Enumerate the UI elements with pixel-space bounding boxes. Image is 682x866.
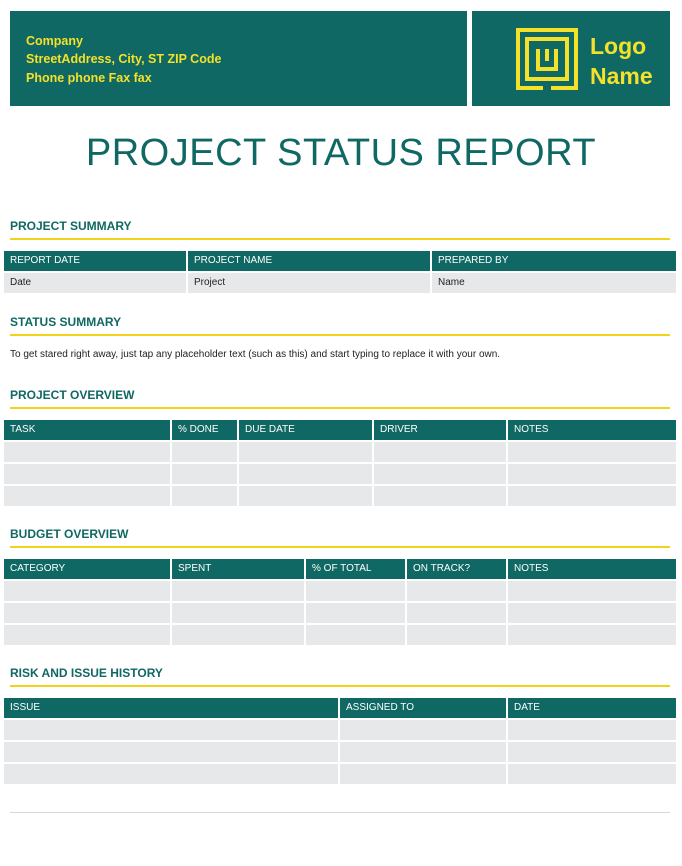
table-cell[interactable] [239, 442, 374, 462]
table-cell[interactable] [4, 625, 172, 645]
table-row [4, 581, 676, 601]
report-date-cell[interactable]: Date [4, 273, 188, 293]
table-row [4, 742, 676, 762]
header-cell[interactable]: PROJECT NAME [188, 251, 432, 271]
table-cell[interactable] [508, 742, 676, 762]
table-cell[interactable] [172, 486, 239, 506]
budget-overview-heading[interactable]: BUDGET OVERVIEW [10, 527, 129, 541]
table-header-row [4, 420, 676, 440]
table-cell[interactable] [407, 625, 508, 645]
table-cell[interactable] [4, 603, 172, 623]
table-cell[interactable] [4, 464, 172, 484]
table-cell[interactable] [306, 603, 407, 623]
table-cell[interactable] [374, 464, 508, 484]
table-header-row [4, 559, 676, 579]
table-cell[interactable] [172, 581, 306, 601]
table-row [4, 720, 676, 740]
footer-divider [10, 812, 670, 813]
logo-name-text[interactable] [590, 31, 653, 91]
table-cell[interactable] [508, 486, 676, 506]
table-cell[interactable] [306, 581, 407, 601]
table-cell[interactable] [4, 442, 172, 462]
table-cell[interactable] [407, 603, 508, 623]
header-cell[interactable]: DRIVER [374, 420, 508, 440]
project-summary-heading[interactable]: PROJECT SUMMARY [10, 219, 132, 233]
company-info-block [10, 11, 467, 106]
maze-logo-icon [516, 28, 578, 90]
table-cell[interactable] [407, 581, 508, 601]
table-cell[interactable] [508, 625, 676, 645]
table-cell[interactable] [4, 581, 172, 601]
header-cell[interactable]: NOTES [514, 424, 549, 435]
table-cell[interactable] [374, 442, 508, 462]
table-cell[interactable] [4, 720, 340, 740]
table-cell[interactable] [4, 742, 340, 762]
table-cell[interactable] [508, 603, 676, 623]
table-cell[interactable] [508, 442, 676, 462]
company-phone-fax[interactable]: Phone phone Fax fax [26, 71, 152, 85]
table-cell[interactable] [306, 625, 407, 645]
table-cell[interactable] [340, 720, 508, 740]
table-row [4, 486, 676, 506]
table-row [4, 603, 676, 623]
section-divider [10, 238, 670, 240]
table-cell[interactable] [239, 486, 374, 506]
table-cell[interactable] [172, 464, 239, 484]
logo-line-2: Name [590, 63, 653, 89]
table-cell[interactable] [172, 625, 306, 645]
risk-issue-table [4, 698, 676, 784]
project-overview-table [4, 420, 676, 506]
table-cell[interactable] [374, 486, 508, 506]
header-cell[interactable]: PREPARED BY [438, 255, 509, 266]
page-title[interactable]: PROJECT STATUS REPORT [85, 132, 597, 174]
header-cell[interactable]: NOTES [514, 563, 549, 574]
header-cell[interactable]: ISSUE [4, 698, 340, 718]
header-cell[interactable]: DATE [514, 702, 540, 713]
table-row [4, 273, 676, 293]
header-cell[interactable]: TASK [4, 420, 172, 440]
section-divider [10, 546, 670, 548]
logo-line-1: Logo [590, 33, 647, 59]
table-row [4, 464, 676, 484]
table-row [4, 442, 676, 462]
header-cell[interactable]: % OF TOTAL [306, 559, 407, 579]
project-summary-table [4, 251, 676, 293]
table-cell[interactable] [172, 603, 306, 623]
section-divider [10, 334, 670, 336]
header-cell[interactable]: ON TRACK? [407, 559, 508, 579]
header-cell[interactable]: ASSIGNED TO [340, 698, 508, 718]
budget-overview-table [4, 559, 676, 645]
header-cell[interactable]: SPENT [172, 559, 306, 579]
table-header-row [4, 251, 676, 271]
header-cell[interactable]: DUE DATE [239, 420, 374, 440]
table-cell[interactable] [508, 764, 676, 784]
risk-issue-history-heading[interactable]: RISK AND ISSUE HISTORY [10, 666, 163, 680]
section-divider [10, 685, 670, 687]
table-cell[interactable] [508, 581, 676, 601]
logo-block [472, 11, 670, 106]
table-header-row [4, 698, 676, 718]
table-cell[interactable] [4, 764, 340, 784]
project-name-cell[interactable]: Project [188, 273, 432, 293]
status-summary-heading[interactable]: STATUS SUMMARY [10, 315, 122, 329]
table-cell[interactable] [239, 464, 374, 484]
status-summary-text[interactable]: To get stared right away, just tap any placeholder text (such as this) and start typing to replace it with your own. [10, 349, 501, 360]
header-cell[interactable]: REPORT DATE [4, 251, 188, 271]
header-cell[interactable]: CATEGORY [4, 559, 172, 579]
table-cell[interactable] [340, 764, 508, 784]
company-name[interactable]: Company [26, 34, 83, 48]
section-divider [10, 407, 670, 409]
table-cell[interactable] [172, 442, 239, 462]
table-row [4, 625, 676, 645]
prepared-by-cell[interactable]: Name [432, 273, 676, 293]
table-row [4, 764, 676, 784]
table-cell[interactable] [340, 742, 508, 762]
company-address[interactable]: StreetAddress, City, ST ZIP Code [26, 52, 222, 66]
header-cell[interactable]: % DONE [172, 420, 239, 440]
table-cell[interactable] [508, 720, 676, 740]
table-cell[interactable] [4, 486, 172, 506]
project-overview-heading[interactable]: PROJECT OVERVIEW [10, 388, 135, 402]
table-cell[interactable] [508, 464, 676, 484]
